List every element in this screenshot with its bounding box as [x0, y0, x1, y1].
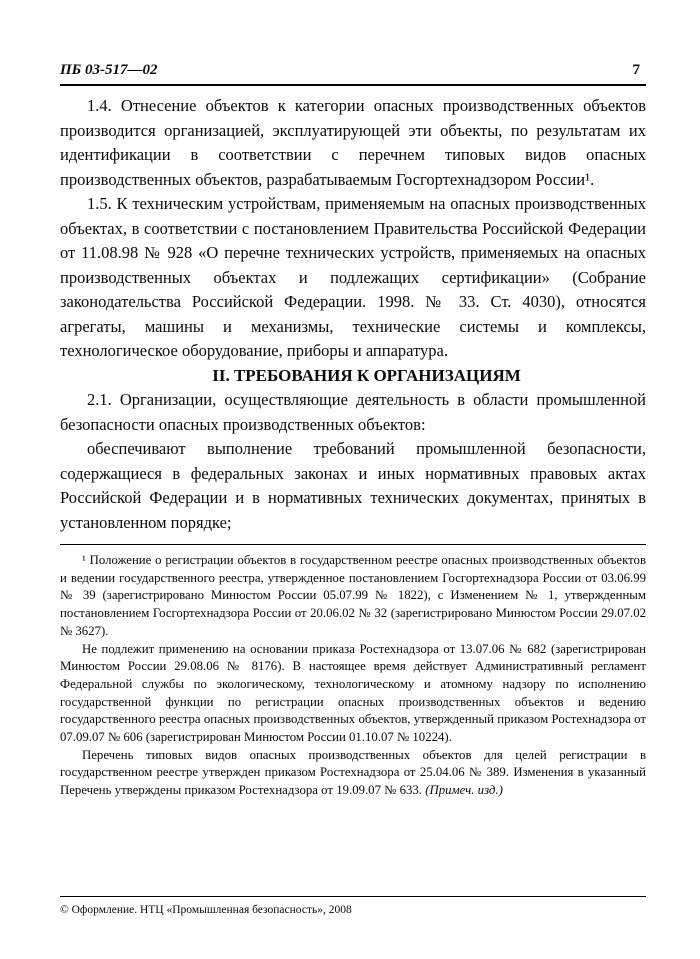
paragraph-2-1-item: обеспечивают выполнение требований промышленной безопасности, содержащиеся в федеральных законах и иных нормативных правовых актах Российской Федерации и в нормативных технических документах, принятых в установленном порядке; [60, 439, 646, 532]
section-heading: II. ТРЕБОВАНИЯ К ОРГАНИЗАЦИЯМ [212, 365, 521, 385]
page-number: 7 [632, 62, 640, 78]
footnote-2: Не подлежит применению на основании приказа Ростехнадзора от 13.07.06 № 682 (зарегистрирован Минюстом России 29.08.06 № 8176). В настоящее время действует Административный регламент Федеральной службы по экологическому, технологическому и атомному надзору по исполнению государственной функции по регистрации опасных производственных объектов и ведению государственного реестра опасных производственных объектов, утвержденный приказом Ростехнадзора от 07.09.07 № 606 (зарегистрирован Минюстом России 01.10.07 № 10224). [60, 641, 646, 745]
footnote-3-text: Перечень типовых видов опасных производственных объектов для целей регистрации в государственном реестре утвержден приказом Ростехнадзора от 25.04.06 № 389. Изменения в указанный Перечень утверждены приказом Ростехнадзора от 19.09.07 № 633. [60, 747, 646, 798]
paragraph-1-5: 1.5. К техническим устройствам, применяемым на опасных производственных объектах, в соответствии с постановлением Правительства Российской Федерации от 11.08.98 № 928 «О перечне технических устройств, применяемых на опасных производственных объектах и подлежащих сертификации» (Собрание законодательства Российской Федерации. 1998. № 33. Ст. 4030), относятся агрегаты, машины и механизмы, технические системы и комплексы, технологическое оборудование, приборы и аппаратура. [60, 194, 646, 360]
document-body [60, 94, 646, 535]
page-header [60, 62, 646, 86]
paragraph-2-1: 2.1. Организации, осуществляющие деятельность в области промышленной безопасности опасных производственных объектов: [60, 390, 646, 434]
footnote-3 [60, 747, 646, 800]
page-footer [60, 896, 646, 917]
footnote-1: ¹ Положение о регистрации объектов в государственном реестре опасных производственных объектов и ведении государственного реестра, утвержденное постановлением Госгортехнадзора России от 03.06.99 № 39 (зарегистрировано Минюстом России 05.07.99 № 1822), с Изменением № 1, утвержденным постановлением Госгортехнадзора России от 20.06.02 № 32 (зарегистрировано Минюстом России 29.07.02 № 3627). [60, 553, 646, 638]
paragraph-1-4: 1.4. Отнесение объектов к категории опасных производственных объектов производится организацией, эксплуатирующей эти объекты, по результатам их идентификации в соответствии с перечнем типовых видов опасных производственных объектов, разрабатываемым Госгортехнадзором России¹. [60, 96, 646, 189]
footnote-3-note: (Примеч. изд.) [425, 783, 503, 798]
footnotes-section [60, 544, 646, 800]
doc-code: ПБ 03-517—02 [60, 62, 158, 78]
copyright-text: © Оформление. НТЦ «Промышленная безопасность», 2008 [60, 904, 352, 916]
